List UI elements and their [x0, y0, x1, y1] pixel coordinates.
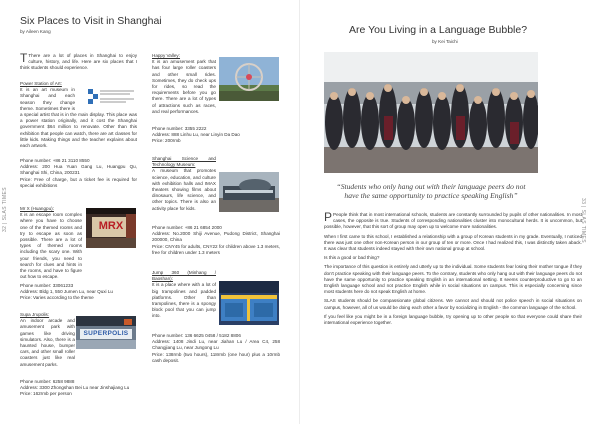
body-paragraph: When I first came to this school, I established a relationship with a group of Korean students in my grade. Eventually, I noticed there was just one other non-Korean person in our group of ten or more. Once I had realized this, I was distinctly taken aback. It was clear that students indeed stayed with their own national group at school.	[324, 233, 582, 252]
mrx-photo	[86, 208, 136, 248]
article-title: Are You Living in a Language Bubble?	[349, 24, 528, 36]
article-title: Six Places to Visit in Shanghai	[20, 15, 162, 27]
pull-quote: “Students who only hang out with their language peers do not have the same opportunity to practice speaking English”	[336, 182, 526, 200]
science-museum-photo	[219, 172, 279, 212]
section-body: It is a place where with a lot of big trampolines and padded platforms. Other than trampolines, there is a spongy block pool that you can jump into.	[152, 282, 216, 319]
happy-valley-contact: Phone number: 3355 2222 Address: 888 Linhu Lu, near Linyin Da Dao Price: 200rmb	[152, 126, 240, 144]
section-science-museum	[152, 156, 216, 215]
intro-text: There are a lot of places in Shanghai to enjoy culture, history, and life. Here are six places that I think students should experience.	[20, 53, 137, 71]
jump360-photo	[219, 281, 279, 325]
science-museum-contact: Phone number: +86 21 6854 2000 Address: No.2000 Shiji Avenue, Pudong District, Shanghai 200000, China Price: CNY45 for adults, CNY22 for children above 1.3 meters, free for children under 1.3 meters	[152, 225, 280, 255]
section-body: A museum that promotes science, education, and culture with exhibition halls and IMAX theaters showing films about dinosaurs, life science, and other topics. There is also an activity place for kids.	[152, 168, 216, 211]
article-byline: by Kei Taichi	[432, 39, 458, 44]
drop-cap: P	[324, 210, 333, 224]
section-body: It is an escape room complex where you have to choose one of the themed rooms and try to escape as soon as possible. There are a lot of types of themed rooms including the scary one. With your friends, you need to search for clues and hints in the rooms, and have to figure out how to escape.	[20, 212, 82, 280]
section-jump360	[152, 270, 216, 323]
section-heading: Mr X (Huangpu):	[20, 206, 54, 211]
article-byline: by Aileen Kang	[20, 29, 51, 34]
section-body: An indoor arcade and amusement park with games like driving simulators. Also, there is a haunted house, bumper cars, and other small roller coasters just like real amusement parks.	[20, 318, 75, 367]
mrx-contact: Phone number: 33061233 Address: Bldg 1, 550 Jumen Lu, near Quxi Lu Price: Varies according to the theme	[20, 283, 113, 301]
section-heading: Shanghai Science and Technology Museum:	[152, 156, 216, 168]
body-paragraph: SLAS students should be compassionate global citizens. We cannot and should not police speech in social situations on campus, however, all of us would be doing each other a favor by socializing in English - the common language of the school.	[324, 298, 582, 310]
superpolis-sign-text: SUPERPOLIS	[83, 330, 129, 337]
body-paragraph: P People think that in most international schools, students are constantly surrounded by pupils of other nationalities. In most cases, the opposite is true. Students of corresponding nationalities cluster into monocultural herds. It is uncommon, but possible, however, that this sort of group may open up to welcome more nationalities.	[324, 210, 582, 230]
page-side-label: 32 | SLAS TIMES	[2, 186, 8, 232]
section-superpolis	[20, 312, 75, 371]
drop-cap: T	[20, 51, 28, 65]
happy-valley-photo	[219, 57, 279, 101]
body-paragraph: Is this a good or bad thing?	[324, 255, 380, 261]
section-body: It is an art museum in Shanghai and each season they change theme. Sometimes there is a special artist that is in the main display. This place was a power station originally, and it cost the Shanghai government $64 million to renovate. Other than this exhibition that people can watch, there are art classes for little kids. Making things and the teacher explains about each artwork.	[20, 87, 137, 149]
section-heading: Happy Valley:	[152, 53, 181, 58]
article-intro	[20, 53, 137, 72]
body-paragraph: If you feel like you might be in a foreign language bubble, try opening up to other people so that everyone could share their international experience together.	[324, 313, 582, 326]
jump360-contact: Phone number: 136 6625 0458 / 5182 8806 Address: 1408 Jindi Lu, near Jiahan Lu / Area C4, 258 Changjiang Lu, near Jungong Lu Price: 138rmb (two hours), 118rmb (one hour) plus a 10rmb cash deposit.	[152, 333, 280, 363]
power-contact: Phone number: +86 21 3110 8550 Address: 200 Hua Yuan Gang Lu, Huangpu Qu, Shanghai Shi, China, 200231 Price: Free of charge, but a ticket fee is required for special exhibitions	[20, 158, 137, 188]
section-happy-valley	[152, 53, 216, 118]
body-paragraph: The importance of this question is entirely and utterly up to the individual. Some students fear losing their mother tongue if they don't practice speaking with their language peers. To the contrary, students who only hang out with their language peers do not have the same opportunity to practice speaking English in an international setting. It seems counterproductive to go to an English language school and not practice English while in social situations on campus. This is especially concerning since most students here do not speak English at home.	[324, 264, 582, 295]
article-body	[324, 212, 582, 329]
section-mrx	[20, 206, 82, 283]
page-side-label: 33 | SLAS TIMES	[580, 198, 586, 244]
superpolis-contact: Phone number: 6258 9888 Address: 3300 Zhongshan Bei Lu near Jinshajiang Lu Price: 162rmb per person	[20, 379, 130, 397]
power-station-logo	[86, 86, 136, 108]
section-heading: Supa Jrupolis:	[20, 312, 50, 317]
students-crowd-photo	[324, 52, 538, 173]
section-heading: Power Station of Art:	[20, 81, 62, 86]
mrx-sign-text: MRX	[98, 220, 124, 232]
section-body: It is an amusement park that has four large roller coasters and other small rides. Sometimes, they do check ups for rides, so read the requirements before you go there. There are a lot of types of attractions such as races, and real performances.	[152, 59, 216, 114]
superpolis-photo	[76, 316, 136, 349]
section-heading: Jump 360 (Minhang / Baoshan):	[152, 270, 216, 282]
